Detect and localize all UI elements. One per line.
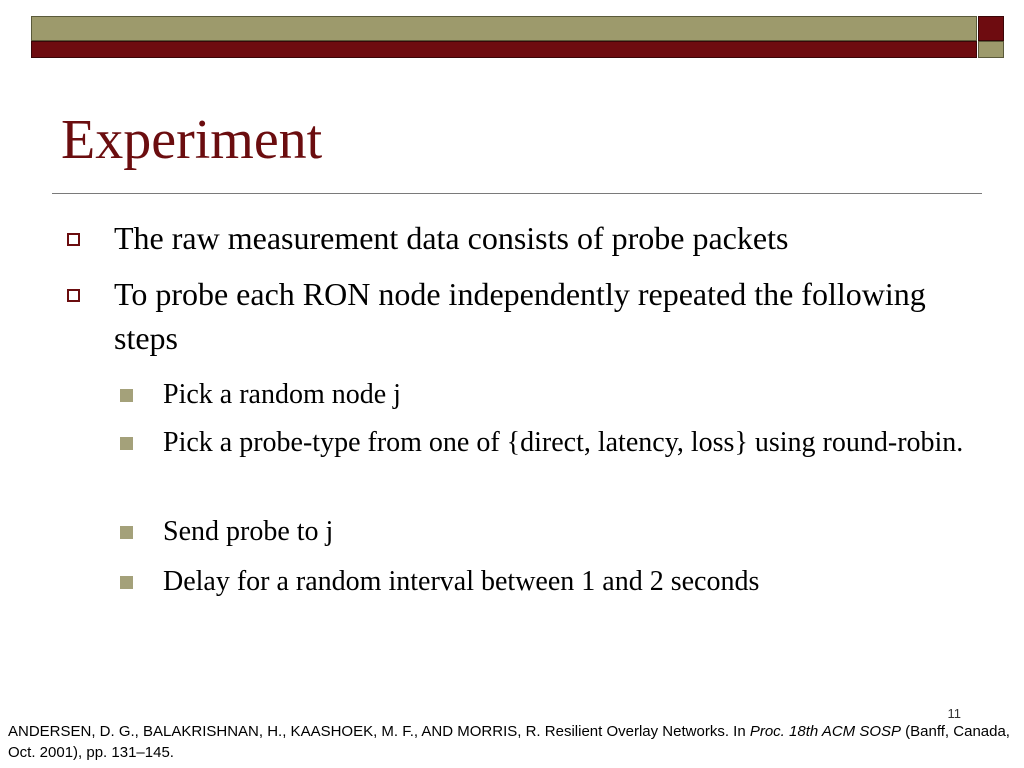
bullet-item: The raw measurement data consists of probe packets — [114, 220, 789, 256]
citation-venue: Proc. 18th ACM SOSP — [749, 723, 902, 740]
citation-footer — [8, 721, 1013, 763]
slide-title: Experiment — [61, 109, 323, 171]
sub-bullet-item: Delay for a random interval between 1 and 2 seconds — [163, 566, 760, 597]
solid-square-bullet-icon — [120, 576, 133, 589]
solid-square-bullet-icon — [120, 437, 133, 450]
citation-details: (Banff, Canada, Oct. 2001), pp. 131–145. — [8, 723, 1010, 761]
bullet-item: To probe each RON node independently repeated the following steps — [114, 276, 926, 356]
citation-authors-title: ANDERSEN, D. G., BALAKRISHNAN, H., KAASHOEK, M. F., AND MORRIS, R. Resilient Overlay Networks. In — [8, 723, 750, 740]
solid-square-bullet-icon — [120, 526, 133, 539]
hollow-square-bullet-icon — [67, 233, 80, 246]
sub-bullet-item: Pick a probe-type from one of {direct, latency, loss} using round-robin. — [163, 427, 964, 458]
sub-bullet-item: Pick a random node j — [163, 379, 401, 410]
solid-square-bullet-icon — [120, 389, 133, 402]
page-number: 11 — [947, 706, 961, 721]
sub-bullet-item: Send probe to j — [163, 516, 334, 547]
hollow-square-bullet-icon — [67, 289, 80, 302]
